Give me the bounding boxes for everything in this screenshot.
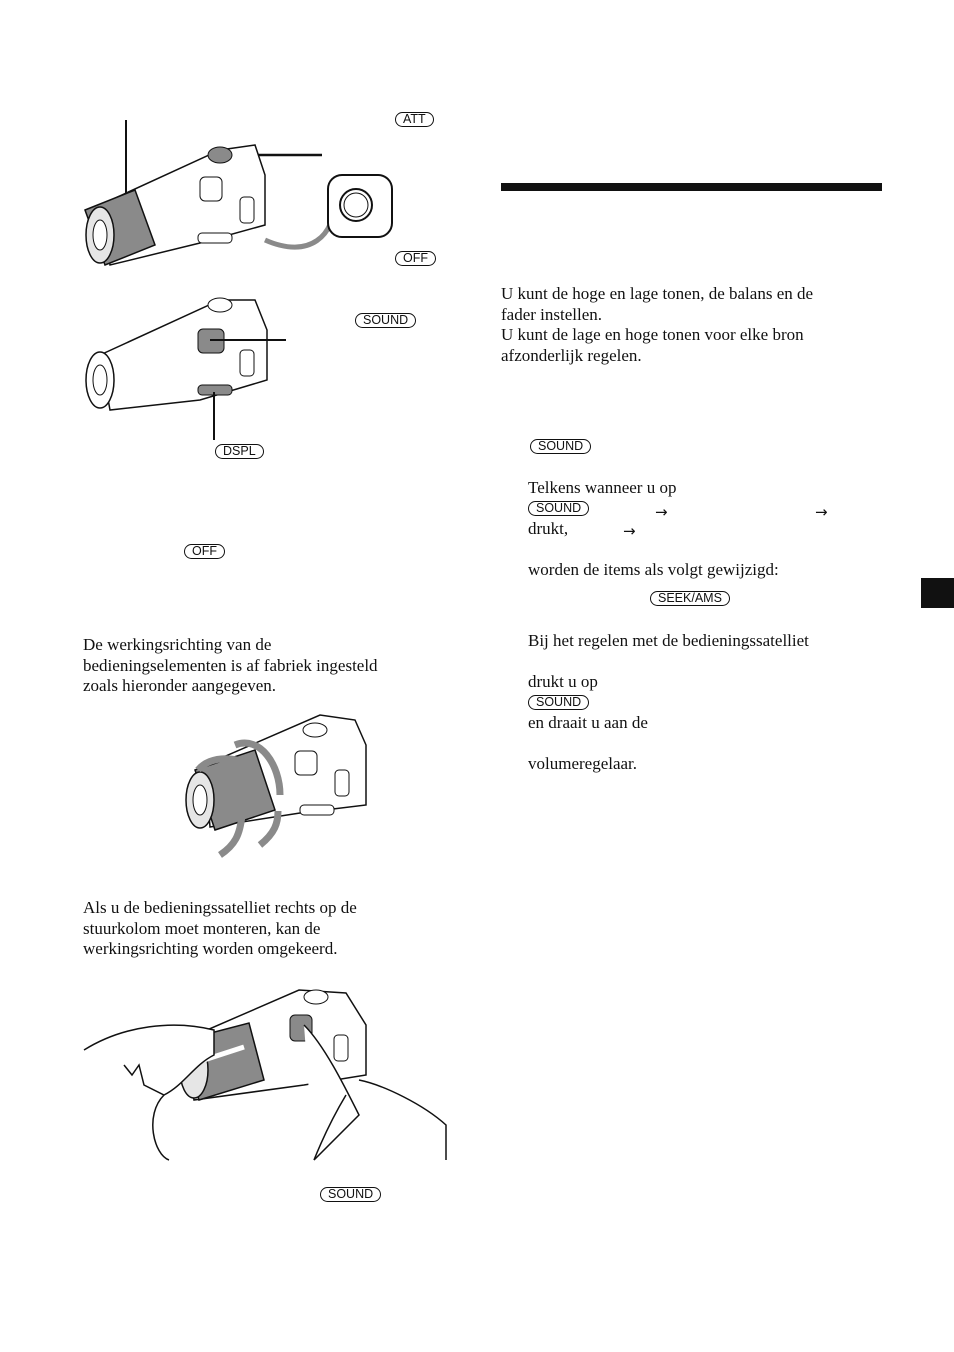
remote-illustration-att-off bbox=[80, 115, 400, 265]
intro-paragraph: U kunt de hoge en lage tonen, de balans en de fader instellen. U kunt de lage en hoge tonen voor elke bron afzonderlijk regelen. bbox=[501, 284, 814, 365]
off-button-label-mid: OFF bbox=[184, 544, 225, 559]
remote-rotation-illustration bbox=[180, 715, 370, 860]
step1-text-c: worden de items als volgt gewijzigd: bbox=[528, 559, 779, 579]
off-button-label: OFF bbox=[395, 251, 436, 266]
arrow-icon-2: → bbox=[815, 503, 828, 521]
step2-text bbox=[528, 610, 888, 774]
step1-text-a: Telkens wanneer u op bbox=[528, 477, 677, 497]
step2-text-b: drukt u op bbox=[528, 671, 598, 691]
step2-text-a: Bij het regelen met de bedieningssatelliet bbox=[528, 630, 809, 650]
left-paragraph-reverse: Als u de bedieningssatelliet rechts op de stuurkolom moet monteren, kan de werkingsrichting worden omgekeerd. bbox=[83, 898, 357, 958]
sound-inline-key-2: SOUND bbox=[528, 695, 589, 710]
sound-button-label-fig2: SOUND bbox=[355, 313, 416, 328]
dspl-button-label: DSPL bbox=[215, 444, 264, 459]
left-paragraph-direction: De werkingsrichting van de bedieningselementen is af fabriek ingesteld zoals hieronder aangegeven. bbox=[83, 635, 378, 695]
arrow-icon-1: → bbox=[655, 503, 668, 521]
sound-inline-key-1: SOUND bbox=[528, 501, 589, 516]
hands-operating-remote-illustration bbox=[84, 985, 449, 1160]
att-button-label: ATT bbox=[395, 112, 434, 127]
section-title-rule bbox=[501, 183, 882, 191]
sound-button-label-bottom: SOUND bbox=[320, 1187, 381, 1202]
remote-illustration-sound-dspl bbox=[80, 295, 295, 445]
step1-text-b: drukt, bbox=[528, 518, 569, 538]
seek-ams-button-label: SEEK/AMS bbox=[650, 591, 730, 606]
step2-text-c: en draait u aan de bbox=[528, 712, 648, 732]
step2-text-d: volumeregelaar. bbox=[528, 753, 638, 773]
chapter-tab-marker bbox=[921, 578, 954, 608]
sound-button-label-step1: SOUND bbox=[530, 439, 591, 454]
arrow-icon-3: → bbox=[623, 522, 636, 540]
